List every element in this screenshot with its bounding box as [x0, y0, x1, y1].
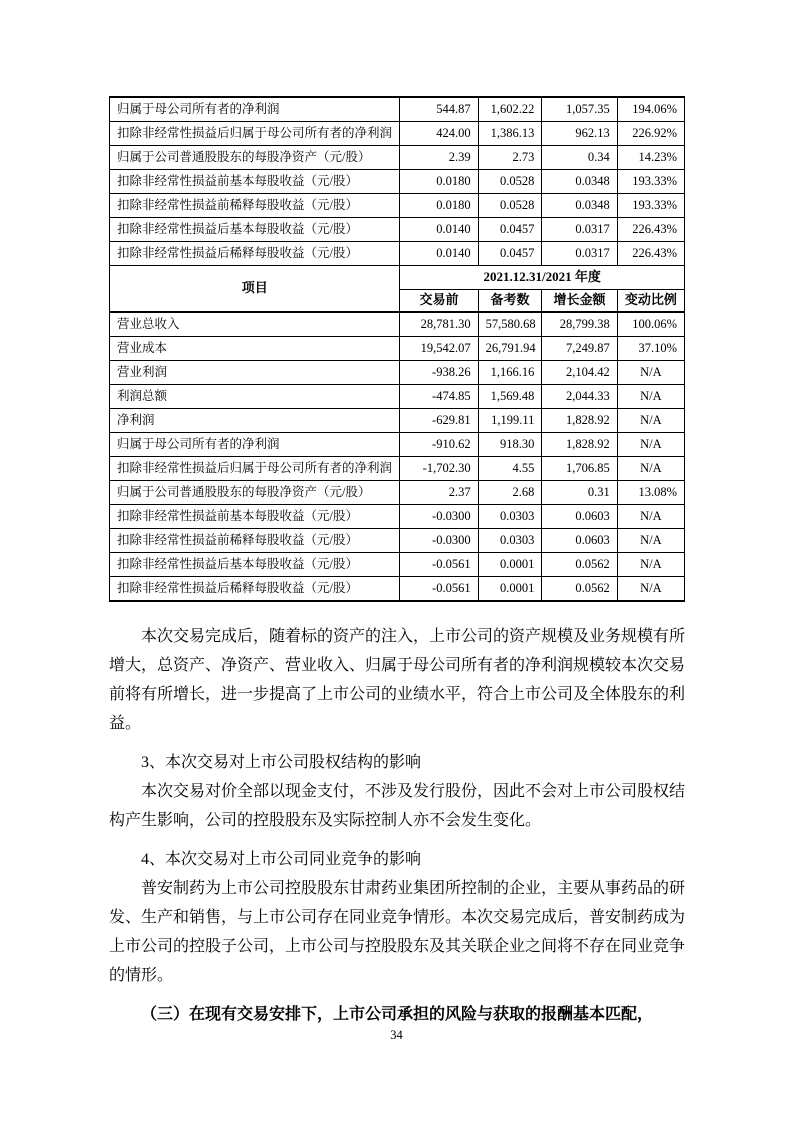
table-row: [110, 553, 685, 577]
table-row: [110, 337, 685, 361]
row-value: N/A: [617, 433, 684, 457]
row-value: 226.92%: [617, 122, 684, 146]
row-value: 1,386.13: [478, 122, 542, 146]
row-label: 扣除非经常性损益后归属于母公司所有者的净利润: [110, 122, 400, 146]
row-label: 扣除非经常性损益后稀释每股收益（元/股）: [110, 242, 400, 266]
row-value: 0.0348: [542, 194, 617, 218]
pro-forma-header: [110, 266, 685, 313]
table-row: [110, 409, 685, 433]
row-label: 营业成本: [110, 337, 400, 361]
row-value: 918.30: [478, 433, 542, 457]
row-label: 扣除非经常性损益后基本每股收益（元/股）: [110, 553, 400, 577]
row-value: N/A: [617, 505, 684, 529]
row-value: 0.0603: [542, 505, 617, 529]
row-label: 扣除非经常性损益前稀释每股收益（元/股）: [110, 194, 400, 218]
row-label: 归属于母公司所有者的净利润: [110, 97, 400, 122]
row-value: 7,249.87: [542, 337, 617, 361]
row-label: 营业利润: [110, 361, 400, 385]
pro-forma-body: [110, 312, 685, 601]
row-value: N/A: [617, 361, 684, 385]
row-label: 净利润: [110, 409, 400, 433]
row-value: 1,706.85: [542, 457, 617, 481]
row-value: 0.0303: [478, 529, 542, 553]
row-value: 19,542.07: [400, 337, 478, 361]
row-value: 0.0528: [478, 194, 542, 218]
financial-table: [109, 96, 685, 602]
row-value: 0.31: [542, 481, 617, 505]
row-label: 扣除非经常性损益前稀释每股收益（元/股）: [110, 529, 400, 553]
row-label: 扣除非经常性损益前基本每股收益（元/股）: [110, 505, 400, 529]
row-value: 0.0562: [542, 553, 617, 577]
row-value: -910.62: [400, 433, 478, 457]
row-value: 0.0348: [542, 170, 617, 194]
table-row: [110, 385, 685, 409]
row-value: 0.0140: [400, 242, 478, 266]
table-row: [110, 97, 685, 122]
row-value: 1,569.48: [478, 385, 542, 409]
row-value: 37.10%: [617, 337, 684, 361]
row-value: -0.0300: [400, 505, 478, 529]
row-value: 0.0180: [400, 194, 478, 218]
table-row: [110, 433, 685, 457]
row-value: 1,057.35: [542, 97, 617, 122]
row-value: 28,799.38: [542, 312, 617, 337]
row-value: 194.06%: [617, 97, 684, 122]
paragraph-horizontal-competition: 普安制药为上市公司控股股东甘肃药业集团所控制的企业，主要从事药品的研发、生产和销售，与上市公司存在同业竞争情形。本次交易完成后，普安制药成为上市公司的控股子公司，上市公司与控股股东及其关联企业之间将不存在同业竞争的情形。: [109, 880, 686, 984]
row-label: 扣除非经常性损益后稀释每股收益（元/股）: [110, 577, 400, 602]
row-value: 2,104.42: [542, 361, 617, 385]
row-value: 2.68: [478, 481, 542, 505]
row-value: 13.08%: [617, 481, 684, 505]
table-row: [110, 577, 685, 602]
table-row: [110, 218, 685, 242]
row-value: 2.73: [478, 146, 542, 170]
header-col-growth: 增长金额: [542, 290, 617, 313]
row-value: -0.0561: [400, 553, 478, 577]
row-value: 193.33%: [617, 194, 684, 218]
table-row: [110, 457, 685, 481]
row-value: N/A: [617, 385, 684, 409]
row-value: -938.26: [400, 361, 478, 385]
row-value: 0.0001: [478, 553, 542, 577]
header-col-pro-forma: 备考数: [478, 290, 542, 313]
row-value: 193.33%: [617, 170, 684, 194]
table-row: [110, 194, 685, 218]
page-content: [109, 0, 685, 1029]
row-value: 0.0140: [400, 218, 478, 242]
row-value: 0.0001: [478, 577, 542, 602]
row-label: 归属于母公司所有者的净利润: [110, 433, 400, 457]
header-period-cell: 2021.12.31/2021 年度: [400, 266, 685, 290]
row-value: -0.0300: [400, 529, 478, 553]
row-value: 57,580.68: [478, 312, 542, 337]
row-value: 226.43%: [617, 242, 684, 266]
row-value: 4.55: [478, 457, 542, 481]
paragraph-equity-structure: 本次交易对价全部以现金支付，不涉及发行股份，因此不会对上市公司股权结构产生影响，公司的控股股东及实际控制人亦不会发生变化。: [109, 783, 686, 829]
row-value: 1,828.92: [542, 409, 617, 433]
table-row: [110, 505, 685, 529]
row-value: 1,166.16: [478, 361, 542, 385]
page-number: 34: [390, 1028, 403, 1042]
table-row: [110, 529, 685, 553]
header-col-pre-deal: 交易前: [400, 290, 478, 313]
row-value: 0.0317: [542, 218, 617, 242]
row-value: 226.43%: [617, 218, 684, 242]
row-value: N/A: [617, 409, 684, 433]
row-value: 544.87: [400, 97, 478, 122]
row-value: -1,702.30: [400, 457, 478, 481]
table-row: [110, 481, 685, 505]
row-value: N/A: [617, 553, 684, 577]
row-label: 利润总额: [110, 385, 400, 409]
table-continuation-body: [110, 97, 685, 266]
heading-horizontal-competition: 4、本次交易对上市公司同业竞争的影响: [141, 851, 422, 868]
row-label: 扣除非经常性损益前基本每股收益（元/股）: [110, 170, 400, 194]
row-value: 0.0180: [400, 170, 478, 194]
row-value: 0.0317: [542, 242, 617, 266]
row-label: 营业总收入: [110, 312, 400, 337]
row-value: 0.0457: [478, 242, 542, 266]
row-value: 2,044.33: [542, 385, 617, 409]
row-value: 0.0528: [478, 170, 542, 194]
row-value: 28,781.30: [400, 312, 478, 337]
row-value: N/A: [617, 577, 684, 602]
table-row: [110, 242, 685, 266]
row-value: 2.39: [400, 146, 478, 170]
row-value: 2.37: [400, 481, 478, 505]
heading-equity-structure: 3、本次交易对上市公司股权结构的影响: [141, 754, 422, 771]
row-value: N/A: [617, 457, 684, 481]
row-value: 14.23%: [617, 146, 684, 170]
table-row: [110, 146, 685, 170]
row-value: 100.06%: [617, 312, 684, 337]
table-header-row: [110, 266, 685, 290]
table-row: [110, 361, 685, 385]
row-value: -0.0561: [400, 577, 478, 602]
row-value: -629.81: [400, 409, 478, 433]
table-row: [110, 170, 685, 194]
row-value: 0.0457: [478, 218, 542, 242]
heading-risk-reward-match: （三）在现有交易安排下，上市公司承担的风险与获取的报酬基本匹配，: [141, 1006, 654, 1023]
row-value: 0.34: [542, 146, 617, 170]
table-row: [110, 312, 685, 337]
row-value: 1,828.92: [542, 433, 617, 457]
row-value: 424.00: [400, 122, 478, 146]
row-label: 扣除非经常性损益后基本每股收益（元/股）: [110, 218, 400, 242]
row-value: 1,602.22: [478, 97, 542, 122]
row-value: 0.0562: [542, 577, 617, 602]
table-row: [110, 122, 685, 146]
row-value: 962.13: [542, 122, 617, 146]
row-value: -474.85: [400, 385, 478, 409]
row-label: 归属于公司普通股股东的每股净资产（元/股）: [110, 481, 400, 505]
row-value: 1,199.11: [478, 409, 542, 433]
header-col-change-ratio: 变动比例: [617, 290, 684, 313]
row-label: 扣除非经常性损益后归属于母公司所有者的净利润: [110, 457, 400, 481]
row-value: 0.0603: [542, 529, 617, 553]
header-item-cell: 项目: [110, 266, 400, 313]
row-value: 26,791.94: [478, 337, 542, 361]
row-value: N/A: [617, 529, 684, 553]
paragraph-deal-impact: 本次交易完成后，随着标的资产的注入，上市公司的资产规模及业务规模有所增大，总资产、净资产、营业收入、归属于母公司所有者的净利润规模较本次交易前将有所增长，进一步提高了上市公司的业绩水平，符合上市公司及全体股东的利益。: [109, 628, 686, 732]
row-label: 归属于公司普通股股东的每股净资产（元/股）: [110, 146, 400, 170]
row-value: 0.0303: [478, 505, 542, 529]
